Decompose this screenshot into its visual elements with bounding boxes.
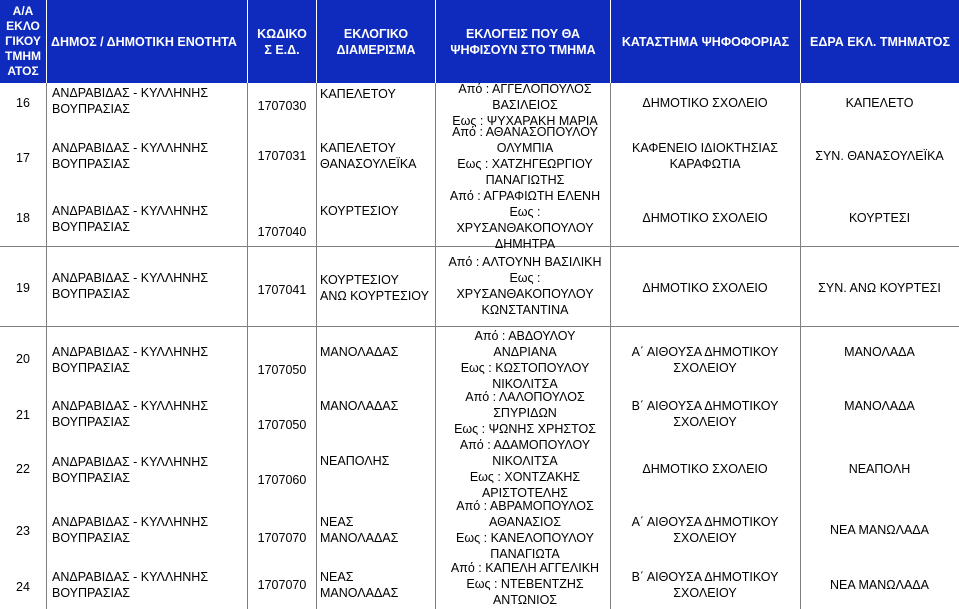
row-code: 1707050: [257, 418, 307, 432]
row-index: 21: [16, 408, 30, 422]
row-seat: ΚΑΠΕΛΕΤΟ: [845, 96, 914, 110]
row-index: 16: [16, 96, 30, 110]
row-code: 1707050: [257, 363, 307, 377]
row-municipality: ΑΝΔΡΑΒΙΔΑΣ - ΚΥΛΛΗΝΗΣ ΒΟΥΠΡΑΣΙΑΣ: [52, 399, 209, 429]
table-header: [0, 0, 959, 83]
table-row: [0, 556, 959, 609]
row-voters: Από : ΑΛΤΟΥΝΗ ΒΑΣΙΛΙΚΗ Εως : ΧΡΥΣΑΝΘΑΚΟΠΟΥΛΟΥ ΚΩΝΣΤΑΝΤΙΝΑ: [448, 255, 602, 317]
row-district: ΚΑΠΕΛΕΤΟΥ ΘΑΝΑΣΟΥΛΕΪΚΑ: [320, 141, 417, 171]
row-index: 22: [16, 462, 30, 476]
row-code: 1707040: [257, 225, 307, 239]
row-seat: ΝΕΑΠΟΛΗ: [848, 462, 911, 476]
row-seat: ΜΑΝΟΛΑΔΑ: [844, 345, 915, 359]
row-seat: ΚΟΥΡΤΕΣΙ: [848, 211, 911, 225]
row-municipality: ΑΝΔΡΑΒΙΔΑΣ - ΚΥΛΛΗΝΗΣ ΒΟΥΠΡΑΣΙΑΣ: [52, 455, 209, 485]
header-code: ΚΩΔΙΚΟ Σ Ε.Δ.: [257, 26, 307, 57]
row-municipality: ΑΝΔΡΑΒΙΔΑΣ - ΚΥΛΛΗΝΗΣ ΒΟΥΠΡΑΣΙΑΣ: [52, 570, 209, 600]
row-index: 18: [16, 211, 30, 225]
row-municipality: ΑΝΔΡΑΒΙΔΑΣ - ΚΥΛΛΗΝΗΣ ΒΟΥΠΡΑΣΙΑΣ: [52, 86, 209, 116]
row-seat: ΣΥΝ. ΑΝΩ ΚΟΥΡΤΕΣΙ: [818, 281, 941, 295]
row-polling-station: Α΄ ΑΙΘΟΥΣΑ ΔΗΜΟΤΙΚΟΥ ΣΧΟΛΕΙΟΥ: [631, 345, 779, 375]
row-municipality: ΑΝΔΡΑΒΙΔΑΣ - ΚΥΛΛΗΝΗΣ ΒΟΥΠΡΑΣΙΑΣ: [52, 271, 209, 301]
row-seat: ΜΑΝΟΛΑΔΑ: [844, 399, 915, 413]
row-district: ΚΑΠΕΛΕΤΟΥ: [320, 87, 396, 101]
table-row: [0, 326, 959, 391]
row-voters: Από : ΑΘΑΝΑΣΟΠΟΥΛΟΥ ΟΛΥΜΠΙΑ Εως : ΧΑΤΖΗΓΕΩΡΓΙΟΥ ΠΑΝΑΓΙΩΤΗΣ: [452, 125, 598, 187]
row-voters: Από : ΑΓΡΑΦΙΩΤΗ ΕΛΕΝΗ Εως : ΧΡΥΣΑΝΘΑΚΟΠΟΥΛΟΥ ΔΗΜΗΤΡΑ: [449, 189, 601, 251]
header-seat: ΕΔΡΑ ΕΚΛ. ΤΜΗΜΑΤΟΣ: [810, 34, 950, 49]
row-district: ΜΑΝΟΛΑΔΑΣ: [320, 399, 399, 413]
row-district: ΜΑΝΟΛΑΔΑΣ: [320, 345, 399, 359]
row-district: ΝΕΑΠΟΛΗΣ: [320, 454, 390, 468]
header-polling-station: ΚΑΤΑΣΤΗΜΑ ΨΗΦΟΦΟΡΙΑΣ: [621, 34, 790, 49]
row-municipality: ΑΝΔΡΑΒΙΔΑΣ - ΚΥΛΛΗΝΗΣ ΒΟΥΠΡΑΣΙΑΣ: [52, 345, 209, 375]
row-voters: Από : ΑΒΔΟΥΛΟΥ ΑΝΔΡΙΑΝΑ Εως : ΚΩΣΤΟΠΟΥΛΟΥ ΝΙΚΟΛΙΤΣΑ: [460, 329, 590, 391]
row-polling-station: ΔΗΜΟΤΙΚΟ ΣΧΟΛΕΙΟ: [642, 462, 768, 476]
table-row: [0, 188, 959, 251]
row-polling-station: ΔΗΜΟΤΙΚΟ ΣΧΟΛΕΙΟ: [642, 211, 768, 225]
row-voters: Από : ΑΔΑΜΟΠΟΥΛΟΥ ΝΙΚΟΛΙΤΣΑ Εως : ΧΟΝΤΖΑΚΗΣ ΑΡΙΣΤΟΤΕΛΗΣ: [459, 438, 591, 500]
table-row: [0, 246, 959, 326]
row-voters: Από : ΑΓΓΕΛΟΠΟΥΛΟΣ ΒΑΣΙΛΕΙΟΣ Εως : ΨΥΧΑΡΑΚΗ ΜΑΡΙΑ: [452, 82, 598, 128]
table-row: [0, 438, 959, 500]
row-polling-station: Α΄ ΑΙΘΟΥΣΑ ΔΗΜΟΤΙΚΟΥ ΣΧΟΛΕΙΟΥ: [631, 515, 779, 545]
row-municipality: ΑΝΔΡΑΒΙΔΑΣ - ΚΥΛΛΗΝΗΣ ΒΟΥΠΡΑΣΙΑΣ: [52, 141, 209, 171]
row-index: 23: [16, 524, 30, 538]
row-municipality: ΑΝΔΡΑΒΙΔΑΣ - ΚΥΛΛΗΝΗΣ ΒΟΥΠΡΑΣΙΑΣ: [52, 204, 209, 234]
header-voters: ΕΚΛΟΓΕΙΣ ΠΟΥ ΘΑ ΨΗΦΙΣΟΥΝ ΣΤΟ ΤΜΗΜΑ: [450, 26, 596, 57]
row-district: ΝΕΑΣ ΜΑΝΟΛΑΔΑΣ: [320, 570, 399, 600]
row-code: 1707030: [257, 99, 307, 113]
row-code: 1707041: [257, 283, 307, 297]
row-code: 1707031: [257, 149, 307, 163]
row-index: 17: [16, 151, 30, 165]
row-polling-station: ΔΗΜΟΤΙΚΟ ΣΧΟΛΕΙΟ: [642, 281, 768, 295]
table-row: [0, 384, 959, 442]
row-polling-station: Β΄ ΑΙΘΟΥΣΑ ΔΗΜΟΤΙΚΟΥ ΣΧΟΛΕΙΟΥ: [631, 570, 779, 600]
row-voters: Από : ΑΒΡΑΜΟΠΟΥΛΟΣ ΑΘΑΝΑΣΙΟΣ Εως : ΚΑΝΕΛΟΠΟΥΛΟΥ ΠΑΝΑΓΙΩΤΑ: [456, 499, 594, 561]
header-district: ΕΚΛΟΓΙΚΟ ΔΙΑΜΕΡΙΣΜΑ: [336, 26, 416, 57]
row-polling-station: Β΄ ΑΙΘΟΥΣΑ ΔΗΜΟΤΙΚΟΥ ΣΧΟΛΕΙΟΥ: [631, 399, 779, 429]
row-polling-station: ΚΑΦΕΝΕΙΟ ΙΔΙΟΚΤΗΣΙΑΣ ΚΑΡΑΦΩΤΙΑ: [632, 141, 778, 171]
table-row: [0, 499, 959, 561]
row-district: ΚΟΥΡΤΕΣΙΟΥ ΑΝΩ ΚΟΥΡΤΕΣΙΟΥ: [320, 273, 429, 303]
row-seat: ΣΥΝ. ΘΑΝΑΣΟΥΛΕΪΚΑ: [815, 149, 944, 163]
header-municipality: ΔΗΜΟΣ / ΔΗΜΟΤΙΚΗ ΕΝΟΤΗΤΑ: [51, 34, 237, 49]
row-voters: Από : ΚΑΠΕΛΗ ΑΓΓΕΛΙΚΗ Εως : ΝΤΕΒΕΝΤΖΗΣ ΑΝΤΩΝΙΟΣ: [450, 561, 600, 607]
row-district: ΝΕΑΣ ΜΑΝΟΛΑΔΑΣ: [320, 515, 399, 545]
row-municipality: ΑΝΔΡΑΒΙΔΑΣ - ΚΥΛΛΗΝΗΣ ΒΟΥΠΡΑΣΙΑΣ: [52, 515, 209, 545]
row-voters: Από : ΛΑΛΟΠΟΥΛΟΣ ΣΠΥΡΙΔΩΝ Εως : ΨΩΝΗΣ ΧΡΗΣΤΟΣ: [454, 390, 596, 436]
row-district: ΚΟΥΡΤΕΣΙΟΥ: [320, 204, 399, 218]
row-code: 1707070: [257, 531, 307, 545]
row-index: 19: [16, 281, 30, 295]
row-index: 24: [16, 580, 30, 594]
header-index: Α/Α ΕΚΛΟ ΓΙΚΟΥ ΤΜΗΜ ΑΤΟΣ: [5, 4, 41, 78]
row-index: 20: [16, 352, 30, 366]
row-code: 1707060: [257, 473, 307, 487]
row-seat: ΝΕΑ ΜΑΝΩΛΑΔΑ: [830, 578, 929, 592]
table-row: [0, 125, 959, 188]
row-seat: ΝΕΑ ΜΑΝΩΛΑΔΑ: [830, 523, 929, 537]
row-code: 1707070: [257, 578, 307, 592]
row-polling-station: ΔΗΜΟΤΙΚΟ ΣΧΟΛΕΙΟ: [642, 96, 768, 110]
